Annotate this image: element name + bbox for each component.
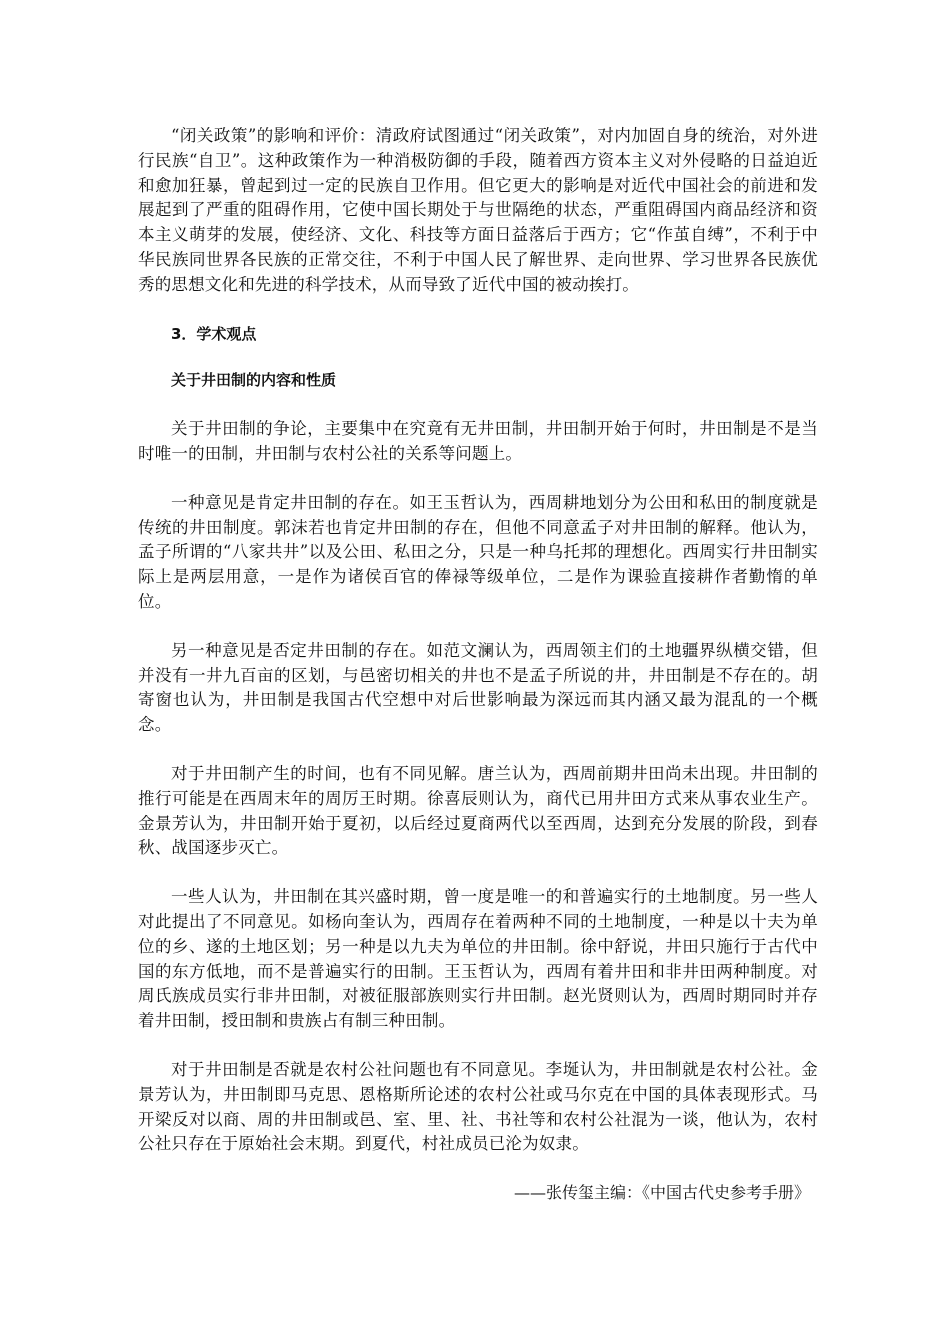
- paragraph-origin-time: 对于井田制产生的时间，也有不同见解。唐兰认为，西周前期井田尚未出现。井田制的推行可能是在西周末年的周厉王时期。徐喜辰则认为，商代已用井田方式来从事农业生产。金景芳认为，井田制开始于夏初，以后经过夏商两代以至西周，达到充分发展的阶段，到春秋、战国逐步灭亡。: [138, 763, 818, 858]
- sub-heading: 关于井田制的内容和性质: [171, 371, 337, 390]
- source-citation: ——张传玺主编：《中国古代史参考手册》: [513, 1183, 810, 1203]
- paragraph-affirm-view: 一种意见是肯定井田制的存在。如王玉哲认为，西周耕地划分为公田和私田的制度就是传统的井田制度。郭沫若也肯定井田制的存在，但他不同意孟子对井田制的解释。他认为，孟子所谓的“八家共井”以及公田、私田之分，只是一种乌托邦的理想化。西周实行井田制实际上是两层用意，一是作为诸侯百官的俸禄等级单位，二是作为课验直接耕作者勤惰的单位。: [138, 492, 818, 611]
- section-heading: 3．学术观点: [171, 324, 257, 343]
- document-body: [138, 124, 818, 1206]
- paragraph-closed-door-policy: “闭关政策”的影响和评价：清政府试图通过“闭关政策”，对内加固自身的统治，对外进行民族“自卫”。这种政策作为一种消极防御的手段，随着西方资本主义对外侵略的日益迫近和愈加狂暴，曾起到过一定的民族自卫作用。但它更大的影响是对近代中国社会的前进和发展起到了严重的阻碍作用，它使中国长期处于与世隔绝的状态，严重阻碍国内商品经济和资本主义萌芽的发展，使经济、文化、科技等方面日益落后于西方；它“作茧自缚”，不利于中华民族同世界各民族的正常交往，不利于中国人民了解世界、走向世界、学习世界各民族优秀的思想文化和先进的科学技术，从而导致了近代中国的被动挨打。: [138, 126, 818, 294]
- paragraph-deny-view: 另一种意见是否定井田制的存在。如范文澜认为，西周领主们的土地疆界纵横交错，但并没有一井九百亩的区划，与邑密切相关的井也不是孟子所说的井，井田制是不存在的。胡寄窗也认为，井田制是我国古代空想中对后世影响最为深远而其内涵又最为混乱的一个概念。: [138, 640, 818, 735]
- paragraph-universality: 一些人认为，井田制在其兴盛时期，曾一度是唯一的和普遍实行的土地制度。另一些人对此提出了不同意见。如杨向奎认为，西周存在着两种不同的土地制度，一种是以十夫为单位的乡、遂的土地区划；另一种是以九夫为单位的井田制。徐中舒说，井田只施行于古代中国的东方低地，而不是普遍实行的田制。王玉哲认为，西周有着井田和非井田两种制度。对周氏族成员实行非井田制，对被征服部族则实行井田制。赵光贤则认为，西周时期同时并存着井田制，授田制和贵族占有制三种田制。: [138, 887, 818, 1031]
- paragraph-dispute-intro: 关于井田制的争论，主要集中在究竟有无井田制，井田制开始于何时，井田制是不是当时唯一的田制，井田制与农村公社的关系等问题上。: [138, 419, 818, 463]
- paragraph-village-commune: 对于井田制是否就是农村公社问题也有不同意见。李埏认为，井田制就是农村公社。金景芳认为，井田制即马克思、恩格斯所论述的农村公社或马尔克在中国的具体表现形式。马开梁反对以商、周的井田制或邑、室、里、社、书社等和农村公社混为一谈，他认为，农村公社只存在于原始社会末期。到夏代，村社成员已沦为奴隶。: [138, 1059, 818, 1154]
